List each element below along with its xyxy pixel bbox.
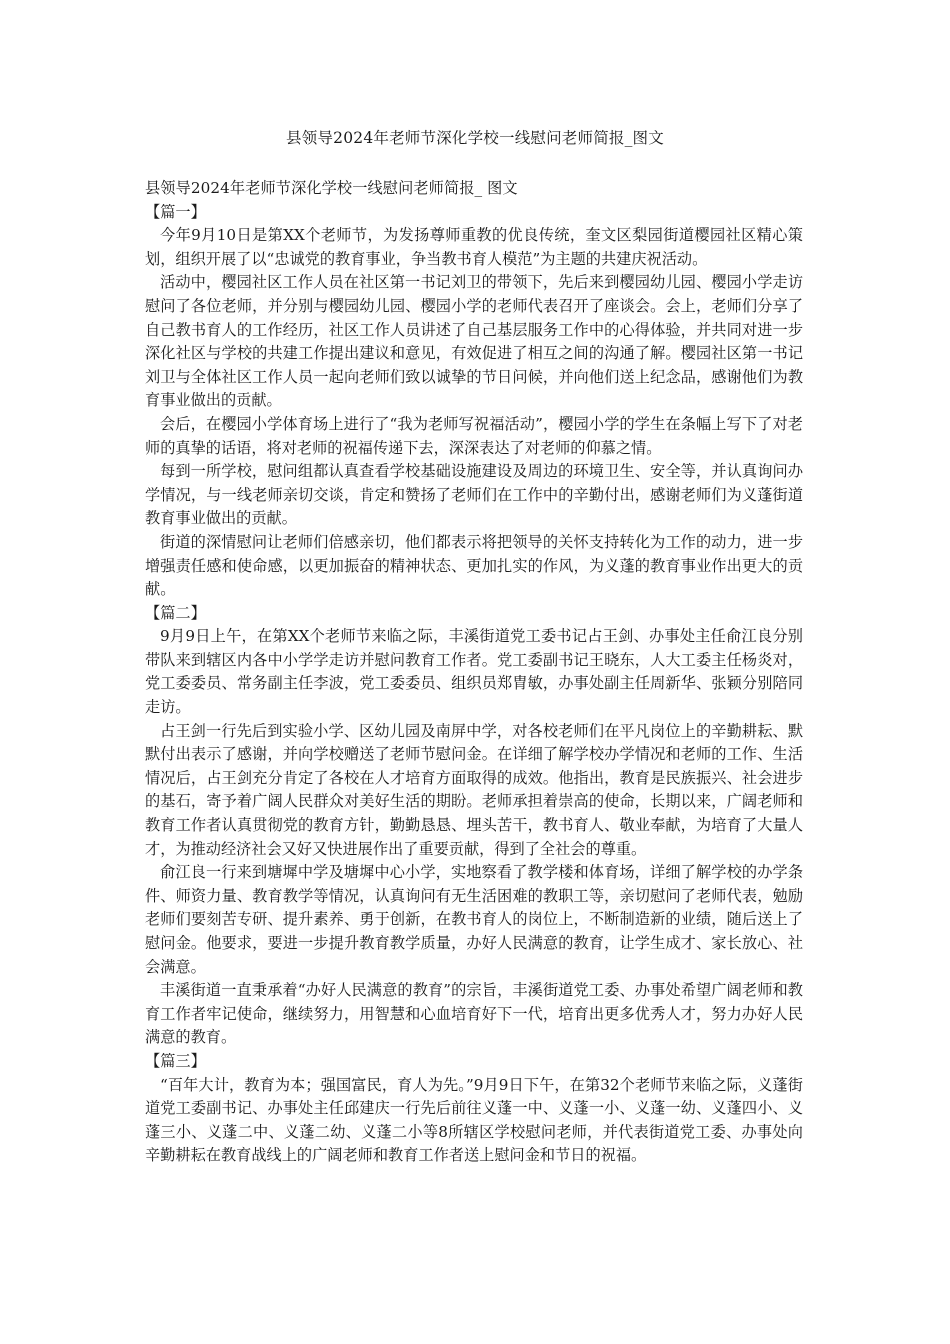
section-1 xyxy=(145,201,803,602)
paragraph: 俞江良一行来到塘墀中学及塘墀中心小学，实地察看了教学楼和体育场，详细了解学校的办学条件、师资力量、教育教学等情况，认真询问有无生活困难的教职工等，亲切慰问了老师代表，勉励老师们要刻苦专研、提升素养、勇于创新，在教书育人的岗位上，不断制造新的业绩，随后送上了慰问金。他要求，要进一步提升教育教学质量，办好人民满意的教育，让学生成才、家长放心、社会满意。 xyxy=(145,863,803,976)
paragraph: 会后，在樱园小学体育场上进行了“我为老师写祝福活动”，樱园小学的学生在条幅上写下了对老师的真挚的话语，将对老师的祝福传递下去，深深表达了对老师的仰慕之情。 xyxy=(145,414,803,457)
paragraph: 街道的深情慰问让老师们倍感亲切，他们都表示将把领导的关怀支持转化为工作的动力，进一步增强责任感和使命感，以更加振奋的精神状态、更加扎实的作风，为义蓬的教育事业作出更大的贡献。 xyxy=(145,532,803,599)
paragraph: 今年9月10日是第XX个老师节，为发扬尊师重教的优良传统，奎文区梨园街道樱园社区精心策划，组织开展了以“忠诚党的教育事业，争当教书育人模范”为主题的共建庆祝活动。 xyxy=(145,226,803,268)
paragraph: 丰溪街道一直秉承着“办好人民满意的教育”的宗旨，丰溪街道党工委、办事处希望广阔老师和教育工作者牢记使命，继续努力，用智慧和心血培育好下一代，培育出更多优秀人才，努力办好人民满意的教育。 xyxy=(145,981,803,1047)
section-heading: 【篇三】 xyxy=(145,1051,206,1070)
document-body xyxy=(145,177,803,1168)
document-title: 县领导2024年老师节深化学校一线慰问老师简报_图文 xyxy=(286,129,664,147)
section-heading: 【篇二】 xyxy=(145,603,206,622)
paragraph: 每到一所学校，慰问组都认真查看学校基础设施建设及周边的环境卫生、安全等，并认真询问办学情况，与一线老师亲切交谈，肯定和赞扬了老师们在工作中的辛勤付出，感谢老师们为义蓬街道教育事业做出的贡献。 xyxy=(145,462,803,528)
section-2 xyxy=(145,602,803,1050)
paragraph: 活动中，樱园社区工作人员在社区第一书记刘卫的带领下，先后来到樱园幼儿园、樱园小学走访慰问了各位老师，并分别与樱园幼儿园、樱园小学的老师代表召开了座谈会。会上，老师们分享了自己教书育人的工作经历，社区工作人员讲述了自己基层服务工作中的心得体验，并共同对进一步深化社区与学校的共建工作提出建议和意见，有效促进了相互之间的沟通了解。樱园社区第一书记刘卫与全体社区工作人员一起向老师们致以诚挚的节日问候，并向他们送上纪念品，感谢他们为教育事业做出的贡献。 xyxy=(145,273,803,410)
paragraph: 9月9日上午，在第XX个老师节来临之际，丰溪街道党工委书记占王剑、办事处主任俞江良分别带队来到辖区内各中小学学走访并慰问教育工作者。党工委副书记王晓东，人大工委主任杨炎对，党工委委员、常务副主任李波，党工委委员、组织员郑胄敏，办事处副主任周新华、张颖分别陪同走访。 xyxy=(145,627,803,717)
document-subtitle: 县领导2024年老师节深化学校一线慰问老师简报_ 图文 xyxy=(145,179,518,197)
paragraph: “百年大计，教育为本；强国富民，育人为先。”9月9日下午，在第32个老师节来临之际，义蓬街道党工委副书记、办事处主任邱建庆一行先后前往义蓬一中、义蓬一小、义蓬一幼、义蓬四小、义蓬三小、义蓬二中、义蓬二幼、义蓬二小等8所辖区学校慰问老师，并代表街道党工委、办事处向辛勤耕耘在教育战线上的广阔老师和教育工作者送上慰问金和节日的祝福。 xyxy=(145,1075,803,1165)
section-heading: 【篇一】 xyxy=(145,202,206,221)
paragraph: 占王剑一行先后到实验小学、区幼儿园及南屏中学，对各校老师们在平凡岗位上的辛勤耕耘、默默付出表示了感谢，并向学校赠送了老师节慰问金。在详细了解学校办学情况和老师的工作、生活情况后，占王剑充分肯定了各校在人才培育方面取得的成效。他指出，教育是民族振兴、社会进步的基石，寄予着广阔人民群众对美好生活的期盼。老师承担着崇高的使命，长期以来，广阔老师和教育工作者认真贯彻党的教育方针，勤勤恳恳、埋头苦干，教书育人、敬业奉献，为培育了大量人才，为推动经济社会又好又快进展作出了重要贡献，得到了全社会的尊重。 xyxy=(145,721,803,858)
section-3 xyxy=(145,1050,803,1168)
